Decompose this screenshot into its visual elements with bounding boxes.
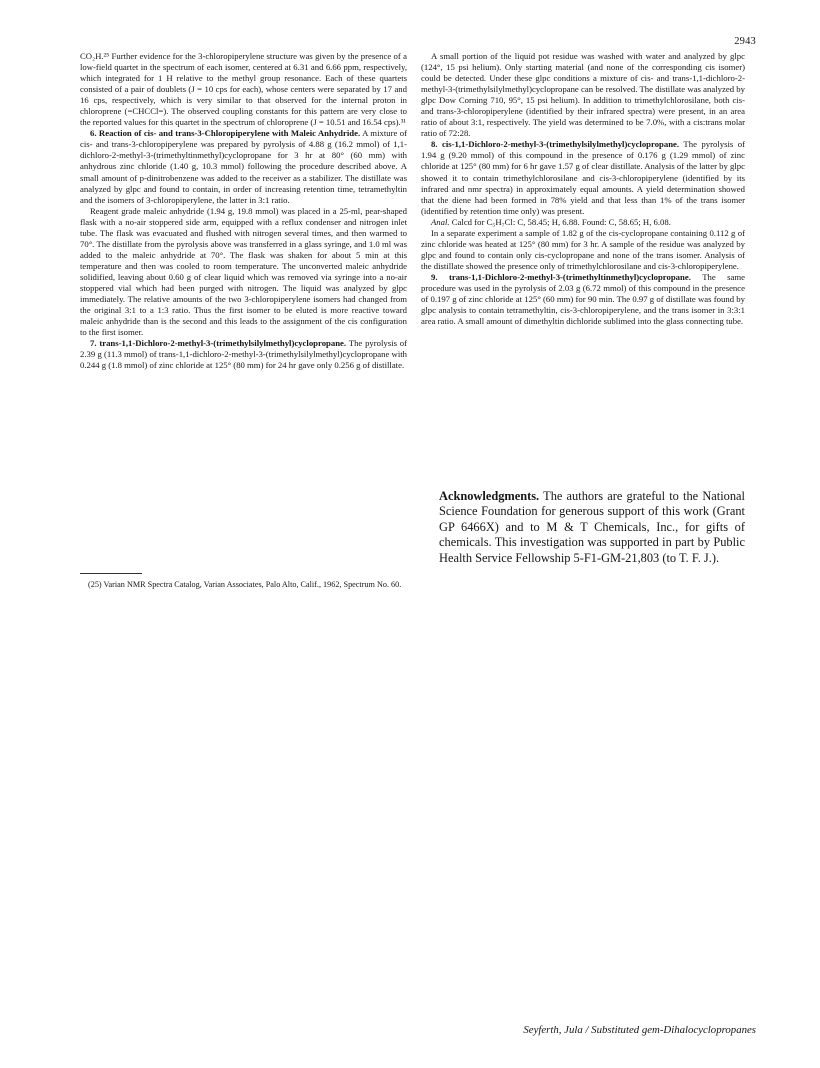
page-number: 2943 [734,36,756,47]
paragraph-text: The pyrolysis of 2.39 g (11.3 mmol) of trans-1,1-dichloro-2-methyl-3-(trimethylsilylmethyl)cyclopropane with 0.244 g (1.8 mmol) of zinc chloride at 125° (80 mm) for 24 hr gave only 0.256 g of distillate. [80,338,408,371]
section-heading: 8. cis-1,1-Dichloro-2-methyl-3-(trimethylsilylmethyl)cyclopropane. [431,139,680,150]
paragraph: CO₂H.²⁵ Further evidence for the 3-chloropiperylene structure was given by the presence of a low-field quartet in the spectrum of each isomer, centered at 6.31 and 6.66 ppm, respectively, which integrated for 1 H relative to the methyl group resonance. Each of these quartets consisted of a pair of doublets (J = 10 cps for each), whose centers were separated by 17 and 16 cps, respectively, which is very similar to that observed for the internal proton in chloroprene (=CHCCl=). The observed coupling constants for this pattern are very close to the reported values for this quartet in the spectrum of chloroprene (J = 10.51 and 16.54 cps).³¹ [80,51,407,128]
section-heading: 6. Reaction of cis- and trans-3-Chloropiperylene with Maleic Anhydride. [90,128,361,139]
running-footer: Seyferth, Jula / Substituted gem-Dihalocyclopropanes [523,1024,756,1036]
analysis-label: Anal. [431,216,450,227]
footnote: (25) Varian NMR Spectra Catalog, Varian Associates, Palo Alto, Calif., 1962, Spectrum No. 60. [88,580,402,589]
paragraph-text: The pyrolysis of 1.94 g (9.20 mmol) of this compound in the presence of 0.176 g (1.29 mmol) of zinc chloride at 125° (80 mm) for 6 hr gave 1.57 g of clear distillate. Analysis of the latter by glpc showed it to contain trimethylchlorosilane and cis-3-chloropiperylene (identified by its infrared and nmr spectra) in approximately equal amounts. A yield determination showed that the diene had been formed in 78% yield and that less than 1% of the trans isomer (identified by retention time only) was present. [421,139,745,216]
acknowledgments-paragraph [439,489,745,566]
paragraph [421,272,745,327]
section-heading: 9. trans-1,1-Dichloro-2-methyl-3-(trimethyltinmethyl)cyclopropane. [431,271,691,282]
acknowledgments-text: The authors are grateful to the National Science Foundation for generous support of this work (Grant GP 6466X) and to M & T Chemicals, Inc., for gifts of chemicals. This investigation was supported in part by Public Health Service Fellowship 5-F1-GM-21,803 (to T. F. J.). [439,489,745,565]
footnote-rule [80,573,142,574]
paragraph [80,338,407,371]
paragraph-text: Calcd for C₅H₇Cl: C, 58.45; H, 6.88. Found: C, 58.65; H, 6.08. [451,216,671,227]
paragraph: Reagent grade maleic anhydride (1.94 g, 19.8 mmol) was placed in a 25-ml, pear-shaped flask with a no-air stoppered side arm, equipped with a reflux condenser and nitrogen inlet tube. The flask was evacuated and flushed with nitrogen several times, and then warmed to 70°. The distillate from the pyrolysis above was transferred in a glass syringe, and 1.0 ml was added to the maleic anhydride at 70°. The flask was shaken for about 5 min at this temperature and then was cooled to room temperature. The unconverted maleic anhydride solidified, leaving about 0.60 g of clear liquid which was removed via syringe into a no-air stoppered vial which had been purged with nitrogen. The liquid was analyzed by glpc immediately. The relative amounts of the two 3-chloropiperylene isomers had changed from the original 3:1 to a 1:3 ratio. Thus the first isomer to be eluted is more reactive toward maleic anhydride than is the second and this leads to the assignment of the cis configuration to the first isomer. [80,205,407,338]
paragraph [421,139,745,216]
paragraph: In a separate experiment a sample of 1.82 g of the cis-cyclopropane containing 0.112 g of zinc chloride was heated at 125° (80 mm) for 3 hr. A sample of the residue was analyzed by glpc and found to contain only cis-cyclopropane and none of the trans isomer. Analysis of the distillate showed the presence only of trimethylchlorosilane and cis-3-chloropiperylene. [421,227,745,271]
left-column [80,51,407,371]
paragraph [421,217,745,228]
paragraph: A small portion of the liquid pot residue was washed with water and analyzed by glpc (124°, 15 psi helium). Only starting material (and none of the corresponding cis isomer) could be detected. Under these glpc conditions a mixture of cis- and trans-1,1-dichloro-2-methyl-3-(trimethylsilylmethyl)cyclopropane can be resolved. The distillate was analyzed by glpc Dow Corning 710, 95°, 15 psi helium). In addition to trimethylchlorosilane, both cis- and trans-3-chloropiperylene (identified by their infrared spectra) were present, in an area ratio of about 3:1, respectively. The yield was determined to be 7.0%, with a cis:trans molar ratio of 72:28. [421,51,745,139]
footnotes [80,580,407,591]
paragraph-text: A mixture of cis- and trans-3-chloropiperylene was prepared by pyrolysis of 4.88 g (16.2 mmol) of 1,1-dichloro-2-methyl-3-(trimethyltinmethyl)cyclopropane for 3 hr at 80° (60 mm) with anhydrous zinc chloride (1.40 g, 10.3 mmol) following the procedure described above. A small amount of p-dinitrobenzene was added to the receiver as a stabilizer. The distillate was analyzed by glpc and found to contain, in order of increasing retention time, tetramethyltin and the isomers of 3-chloropiperylene, the latter in 3:1 ratio. [80,128,407,205]
paragraph-text: The same procedure was used in the pyrolysis of 2.03 g (6.72 mmol) of this compound in the presence of 0.197 g of zinc chloride at 125° (60 mm) for 90 min. The 0.97 g of distillate was found by glpc analysis to contain tetramethyltin, cis-3-chloropiperylene, and the trans isomer in 3:3:1 area ratio. A small amount of dimethyltin dichloride sublimed into the glass connecting tube. [421,271,745,327]
paragraph [80,128,407,205]
acknowledgments [439,489,745,566]
right-column [421,51,745,327]
acknowledgments-heading: Acknowledgments. [439,489,540,503]
section-heading: 7. trans-1,1-Dichloro-2-methyl-3-(trimethylsilylmethyl)cyclopropane. [90,338,347,349]
